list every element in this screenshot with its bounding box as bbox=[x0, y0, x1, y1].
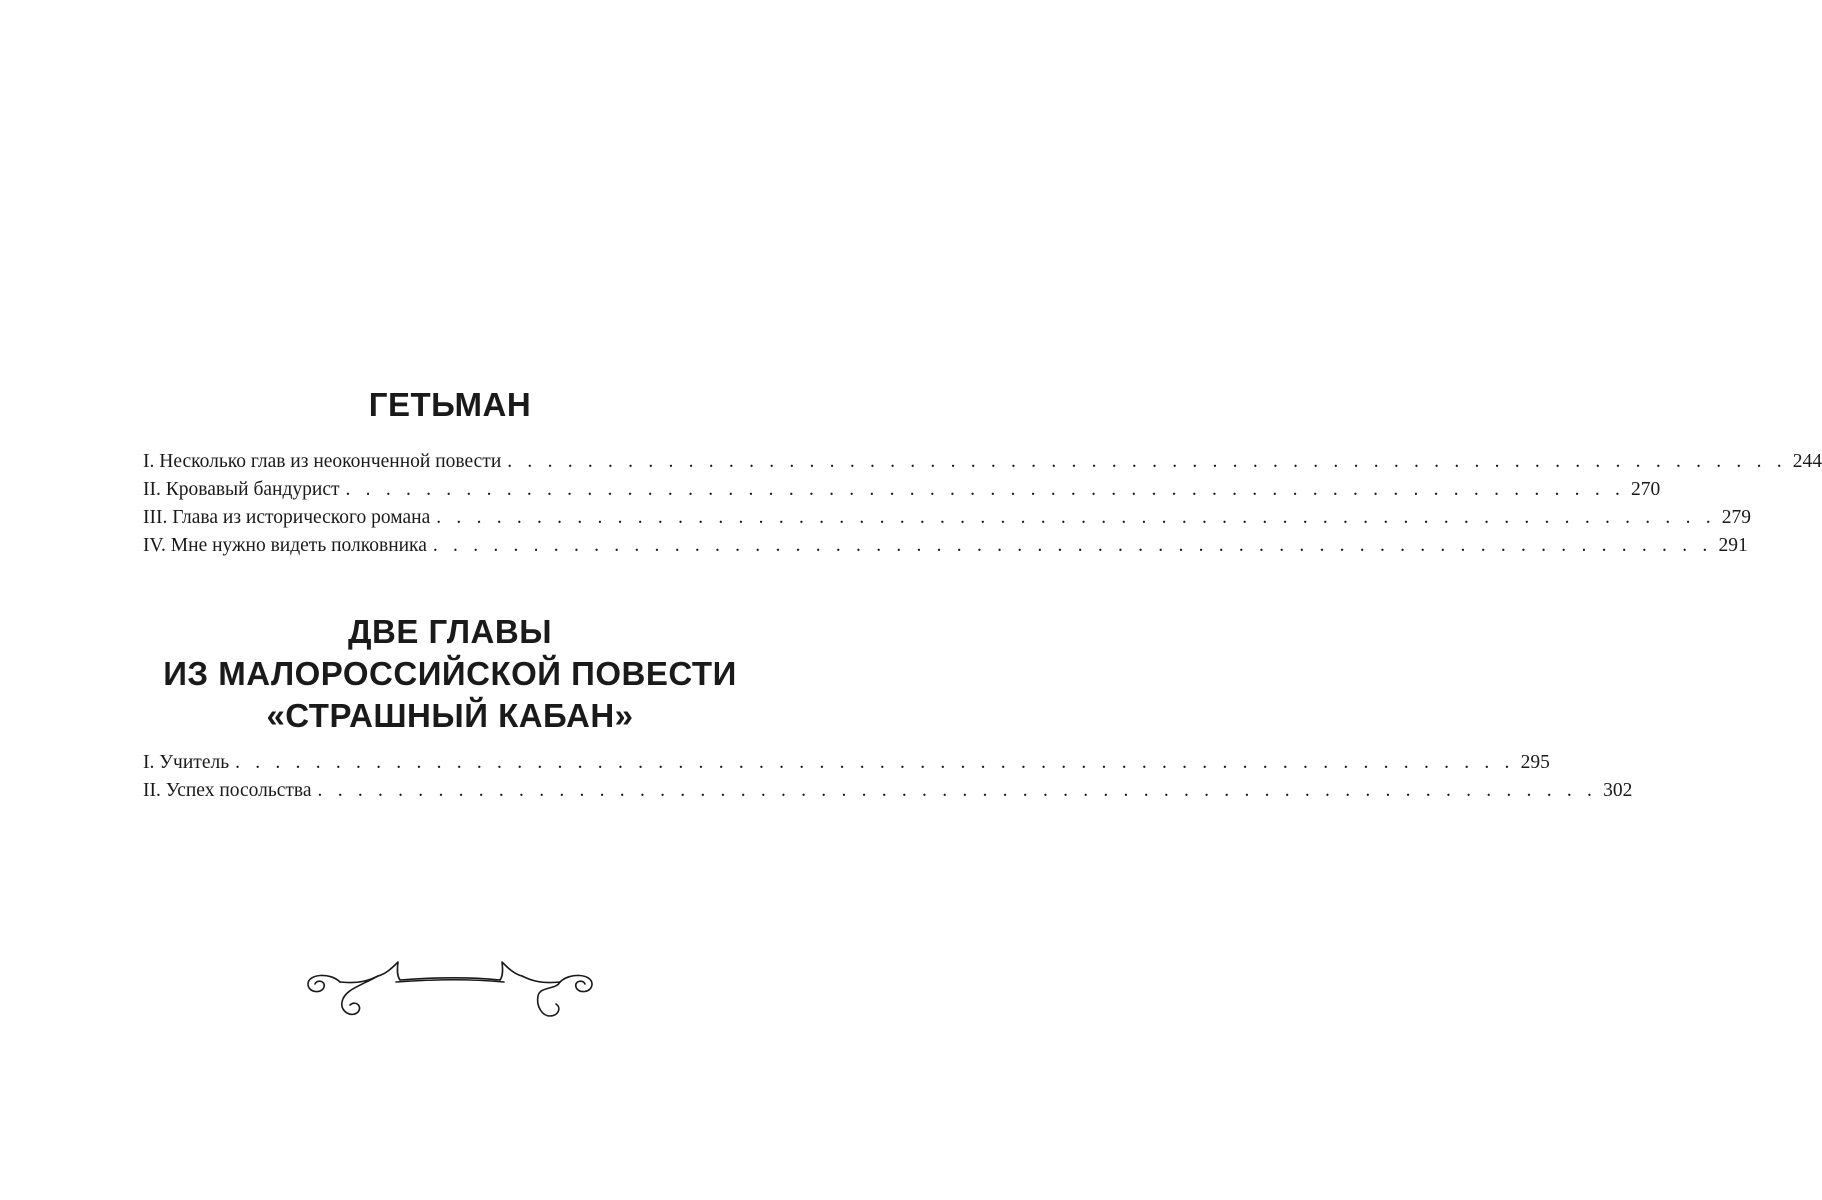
toc-entry-page: 244 bbox=[1792, 451, 1822, 472]
toc-list-strashny-kaban bbox=[143, 749, 1633, 805]
toc-leader-dots: . . . . . . . . . . . . . . . . . . . . . . . . . . . . . . . . . . . . . . . . . . . . . . . . . . . . . . . . . . . . . . . . bbox=[507, 451, 1787, 472]
toc-entry[interactable] bbox=[143, 749, 1550, 777]
toc-entry-label: II. Кровавый бандурист bbox=[143, 479, 340, 500]
flourish-ornament-icon bbox=[300, 960, 600, 1030]
toc-list-getman bbox=[143, 448, 1822, 560]
toc-entry-label: III. Глава из исторического романа bbox=[143, 507, 431, 528]
toc-entry[interactable] bbox=[143, 777, 1633, 805]
toc-entry-page: 302 bbox=[1603, 780, 1633, 801]
toc-entry[interactable] bbox=[143, 504, 1752, 532]
toc-leader-dots: . . . . . . . . . . . . . . . . . . . . . . . . . . . . . . . . . . . . . . . . . . . . . . . . . . . . . . . . . . . . . . . . bbox=[432, 535, 1713, 556]
section-title-strashny-kaban bbox=[0, 611, 900, 737]
toc-entry-label: IV. Мне нужно видеть полковника bbox=[143, 535, 427, 556]
section-title-getman bbox=[0, 384, 900, 426]
toc-leader-dots: . . . . . . . . . . . . . . . . . . . . . . . . . . . . . . . . . . . . . . . . . . . . . . . . . . . . . . . . . . . . . . . . bbox=[317, 780, 1598, 801]
section-title-line: «СТРАШНЫЙ КАБАН» bbox=[266, 697, 634, 734]
toc-entry-page: 279 bbox=[1721, 507, 1752, 528]
toc-leader-dots: . . . . . . . . . . . . . . . . . . . . . . . . . . . . . . . . . . . . . . . . . . . . . . . . . . . . . . . . . . . . . . . . bbox=[235, 752, 1515, 773]
section-title-line: ИЗ МАЛОРОССИЙСКОЙ ПОВЕСТИ bbox=[163, 655, 737, 692]
toc-entry-page: 270 bbox=[1631, 479, 1661, 500]
toc-leader-dots: . . . . . . . . . . . . . . . . . . . . . . . . . . . . . . . . . . . . . . . . . . . . . . . . . . . . . . . . . . . . . . . . bbox=[436, 507, 1716, 528]
toc-entry-label: I. Несколько глав из неоконченной повести bbox=[143, 451, 502, 472]
section-title-line: ДВЕ ГЛАВЫ bbox=[347, 613, 553, 650]
toc-entry-label: II. Успех посольства bbox=[143, 780, 312, 801]
toc-leader-dots: . . . . . . . . . . . . . . . . . . . . . . . . . . . . . . . . . . . . . . . . . . . . . . . . . . . . . . . . . . . . . . . . bbox=[345, 479, 1626, 500]
toc-entry[interactable] bbox=[143, 476, 1661, 504]
toc-entry[interactable] bbox=[143, 532, 1748, 560]
section-title-line: ГЕТЬМАН bbox=[368, 386, 532, 423]
toc-entry-page: 291 bbox=[1718, 535, 1748, 556]
toc-entry-page: 295 bbox=[1520, 752, 1550, 773]
toc-entry-label: I. Учитель bbox=[143, 752, 230, 773]
toc-entry[interactable] bbox=[143, 448, 1822, 476]
